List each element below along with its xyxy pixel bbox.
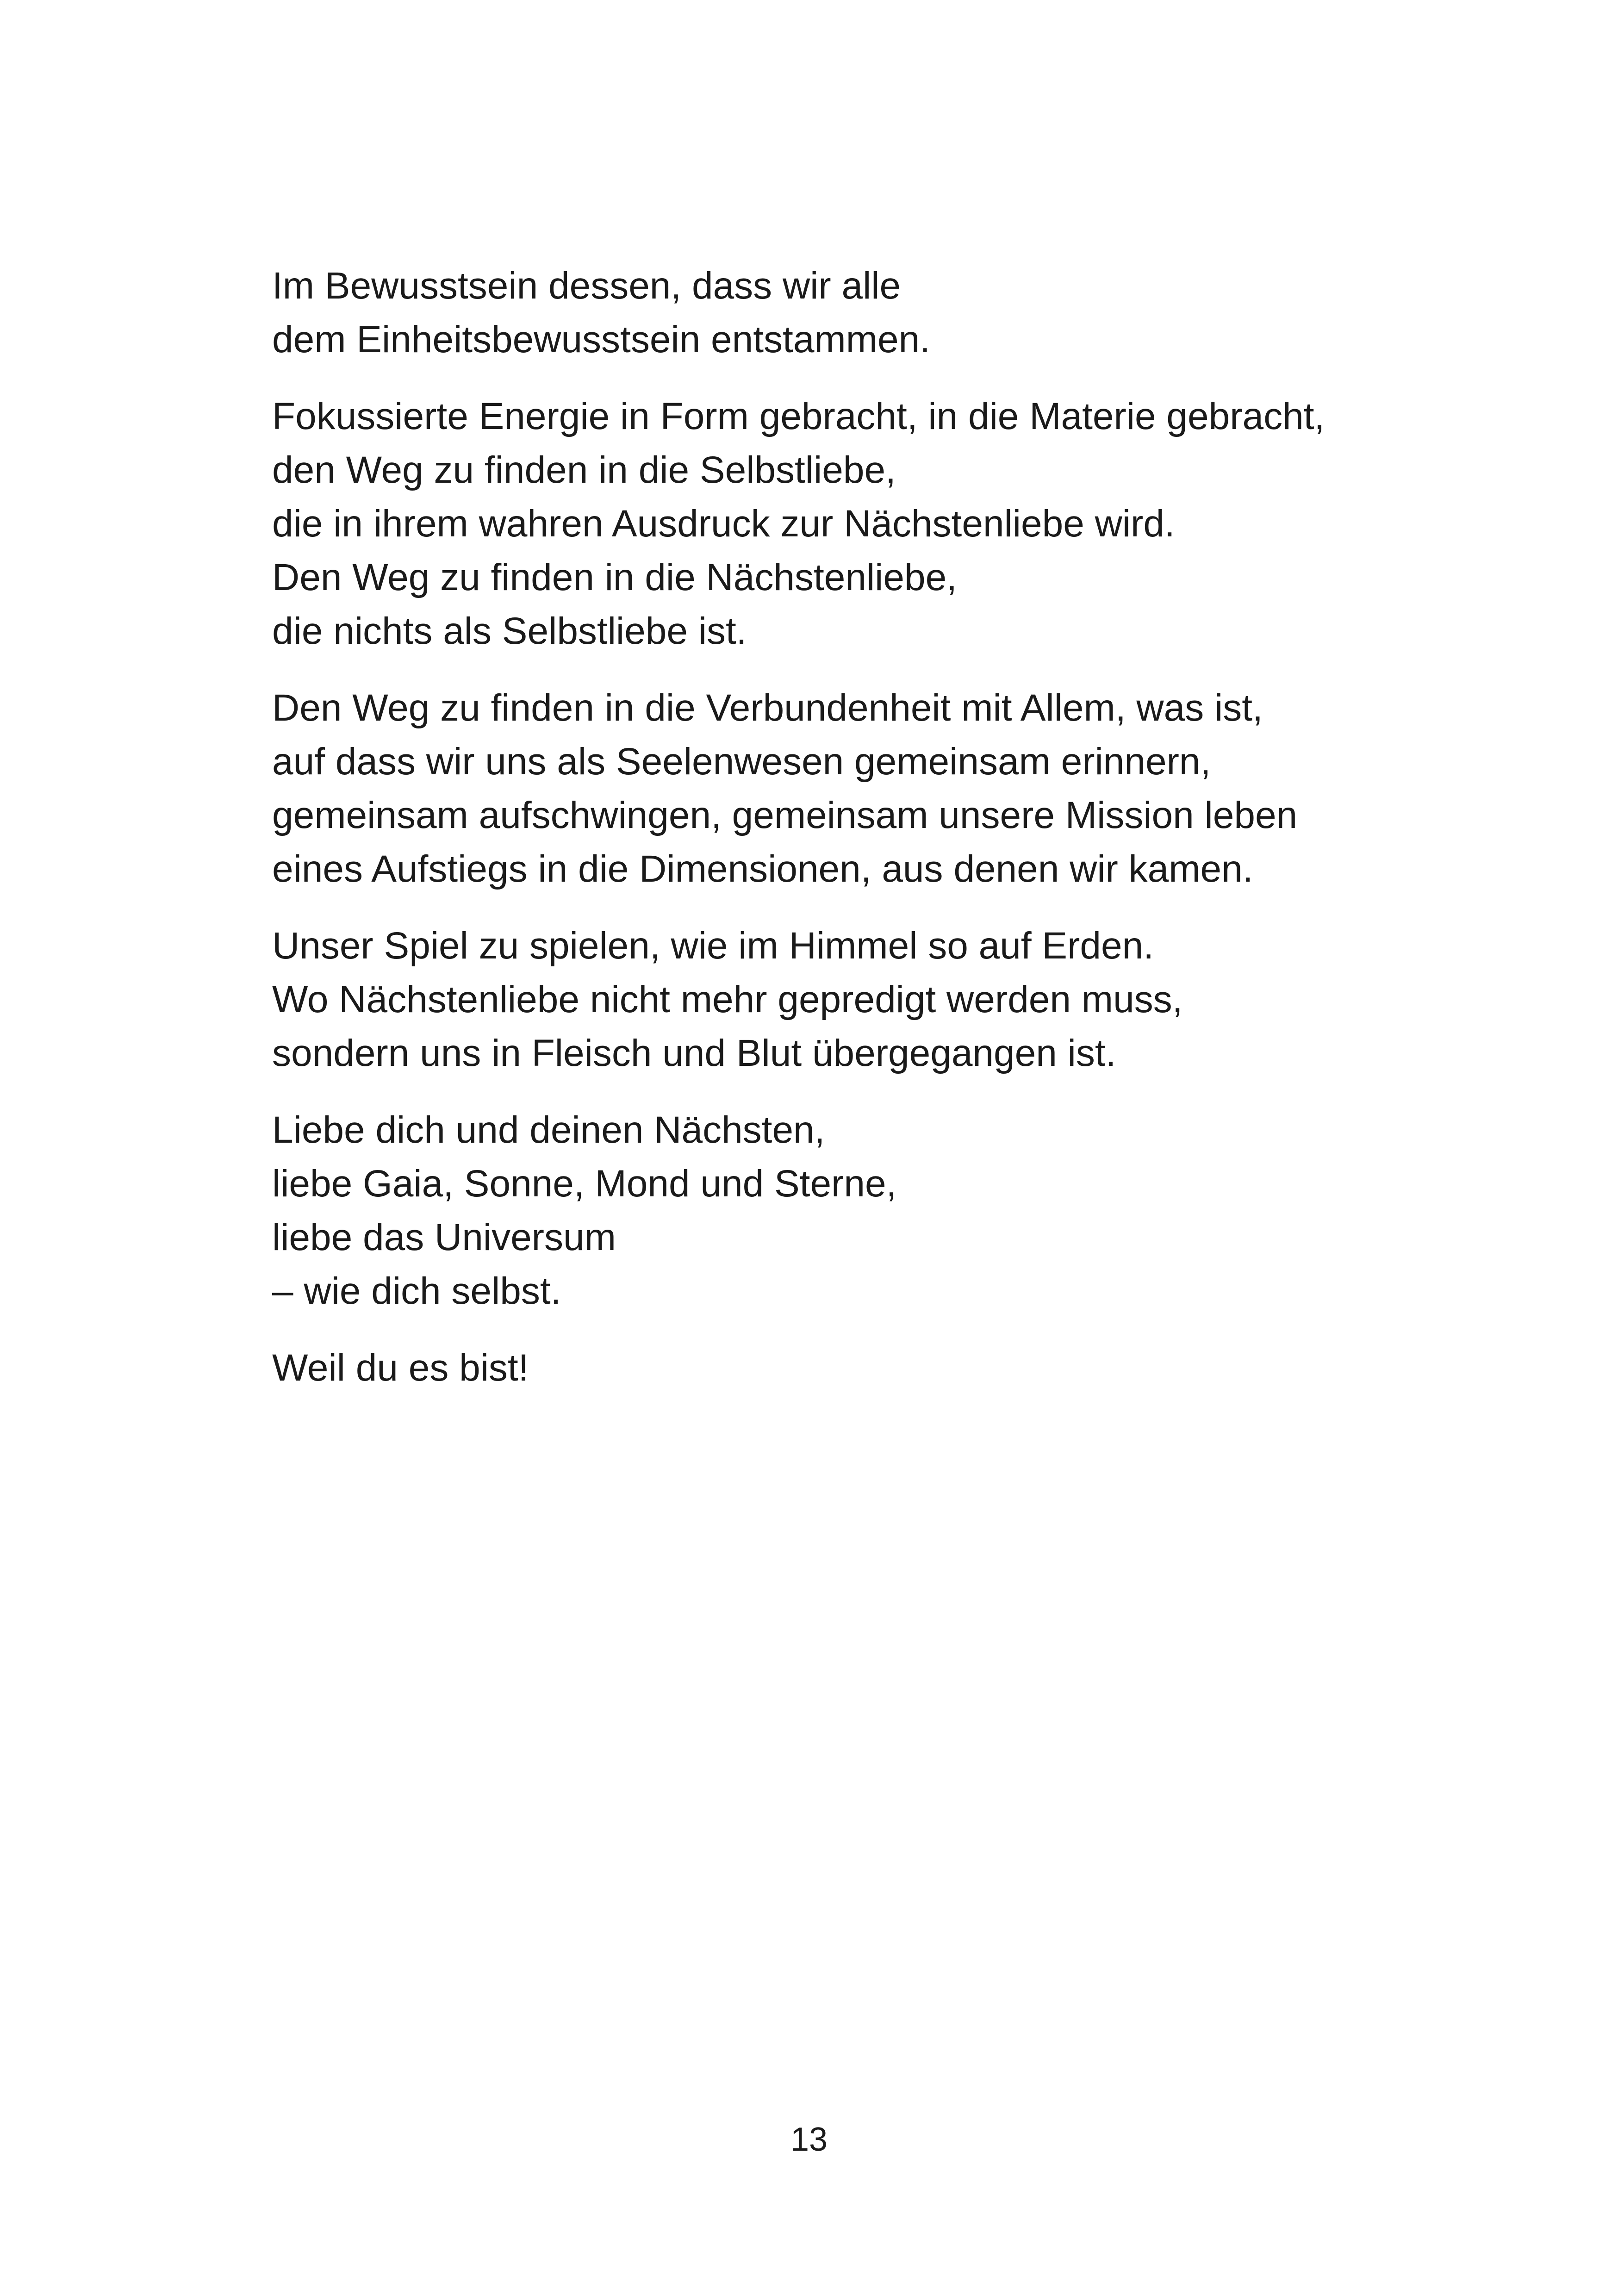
stanza-1 (272, 259, 1429, 367)
poem-line: liebe das Universum (272, 1216, 616, 1258)
poem-line: den Weg zu finden in die Selbstliebe, (272, 449, 896, 491)
stanza-4 (272, 919, 1429, 1080)
stanza-6 (272, 1341, 1429, 1395)
poem-line: die nichts als Selbstliebe ist. (272, 610, 747, 652)
poem-line: liebe Gaia, Sonne, Mond und Sterne, (272, 1163, 897, 1205)
stanza-5 (272, 1103, 1429, 1318)
poem-line: gemeinsam aufschwingen, gemeinsam unsere Mission leben (272, 794, 1298, 836)
poem-line: die in ihrem wahren Ausdruck zur Nächstenliebe wird. (272, 503, 1175, 545)
poem-body (272, 259, 1429, 1418)
stanza-3 (272, 681, 1429, 896)
poem-line: Den Weg zu finden in die Verbundenheit mit Allem, was ist, (272, 687, 1263, 729)
poem-line: – wie dich selbst. (272, 1270, 561, 1312)
poem-line: Wo Nächstenliebe nicht mehr gepredigt werden muss, (272, 978, 1183, 1020)
poem-line: Den Weg zu finden in die Nächstenliebe, (272, 556, 957, 598)
poem-line: Unser Spiel zu spielen, wie im Himmel so auf Erden. (272, 925, 1154, 967)
poem-line: Im Bewusstsein dessen, dass wir alle (272, 265, 901, 307)
poem-line: sondern uns in Fleisch und Blut übergegangen ist. (272, 1032, 1116, 1074)
poem-line: auf dass wir uns als Seelenwesen gemeinsam erinnern, (272, 740, 1211, 783)
poem-line: eines Aufstiegs in die Dimensionen, aus denen wir kamen. (272, 848, 1253, 890)
poem-line: Weil du es bist! (272, 1347, 529, 1389)
stanza-2 (272, 390, 1429, 658)
poem-line: Liebe dich und deinen Nächsten, (272, 1109, 825, 1151)
poem-line: dem Einheitsbewusstsein entstammen. (272, 318, 931, 361)
page-number: 13 (790, 2121, 828, 2158)
poem-line: Fokussierte Energie in Form gebracht, in die Materie gebracht, (272, 395, 1325, 437)
